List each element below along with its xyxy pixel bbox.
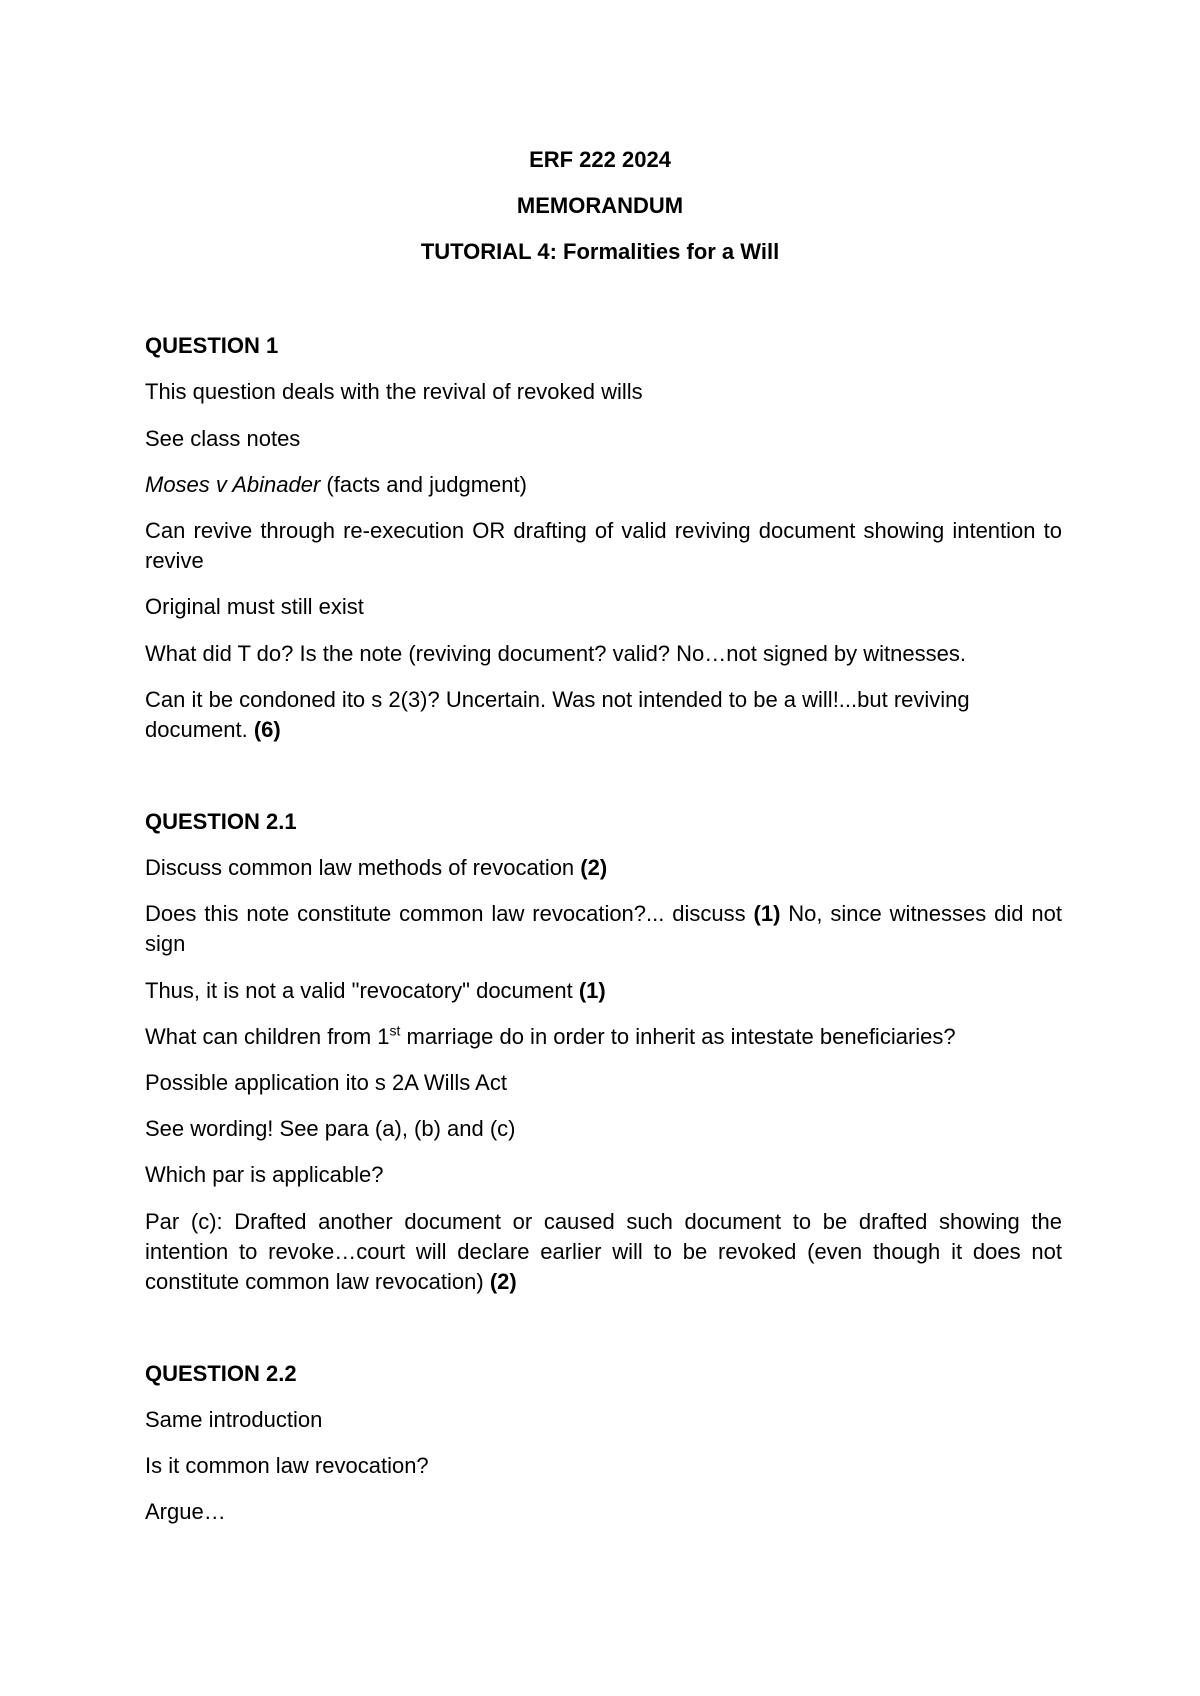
q21-line-8: [145, 1207, 1062, 1297]
q21-line-3-text: Thus, it is not a valid "revocatory" document: [145, 978, 579, 1003]
q21-line-8-text: Par (c): Drafted another document or caused such document to be drafted showing the intention to revoke…court will declare earlier will to be revoked (even though it does not constitute common law revocation): [145, 1209, 1062, 1294]
case-note: (facts and judgment): [320, 472, 527, 497]
q22-line-1: Same introduction: [145, 1407, 323, 1432]
ordinal-suffix: st: [389, 1022, 401, 1039]
q21-line-6: See wording! See para (a), (b) and (c): [145, 1116, 516, 1141]
q21-line-1-marks: (2): [580, 855, 608, 880]
question-2-2-heading: QUESTION 2.2: [145, 1361, 297, 1386]
q21-line-5: Possible application ito s 2A Wills Act: [145, 1070, 507, 1095]
q21-line-2-marks: (1): [753, 901, 781, 926]
q21-line-8-marks: (2): [489, 1269, 517, 1294]
document-type: MEMORANDUM: [516, 193, 684, 218]
tutorial-title: TUTORIAL 4: Formalities for a Will: [420, 239, 780, 264]
q1-line-2: See class notes: [145, 426, 301, 451]
q1-line-7-text: Can it be condoned ito s 2(3)? Uncertain. Was not intended to be a will!...but reviving document.: [145, 687, 970, 742]
q1-line-7: [145, 685, 1062, 745]
q21-line-2: [145, 899, 1062, 959]
q1-line-5: Original must still exist: [145, 594, 364, 619]
course-code: ERF 222 2024: [529, 147, 671, 172]
q21-line-2-answer: No, since witnesses did not sign: [145, 901, 1062, 956]
q1-line-6: [145, 639, 1062, 669]
q1-line-1: This question deals with the revival of revoked wills: [145, 379, 643, 404]
question-2-1-heading: QUESTION 2.1: [145, 809, 297, 834]
q1-line-6-text: What did T do? Is the note (reviving document? valid?: [145, 641, 677, 666]
q1-line-6-answer: No…not signed by witnesses.: [676, 641, 966, 666]
q21-line-4-rest: marriage do in order to inherit as intestate beneficiaries?: [400, 1024, 956, 1049]
question-1-heading: QUESTION 1: [145, 333, 279, 358]
q21-line-2-text: Does this note constitute common law revocation?... discuss: [145, 901, 754, 926]
case-name: Moses v Abinader: [145, 472, 321, 497]
q21-line-3: [145, 976, 1062, 1006]
q21-line-7: Which par is applicable?: [145, 1162, 384, 1187]
q21-line-3-marks: (1): [578, 978, 606, 1003]
q22-line-3: Argue…: [145, 1499, 226, 1524]
q22-line-2: Is it common law revocation?: [145, 1453, 429, 1478]
q1-line-3: [145, 470, 1062, 500]
q1-line-4: Can revive through re-execution OR drafting of valid reviving document showing intention to revive: [145, 518, 1062, 573]
q21-line-1: [145, 853, 1062, 883]
q1-marks: (6): [253, 717, 281, 742]
q21-line-1-text: Discuss common law methods of revocation: [145, 855, 581, 880]
q21-line-4: [145, 1022, 1062, 1052]
q21-line-4-text: What can children from 1: [145, 1024, 390, 1049]
